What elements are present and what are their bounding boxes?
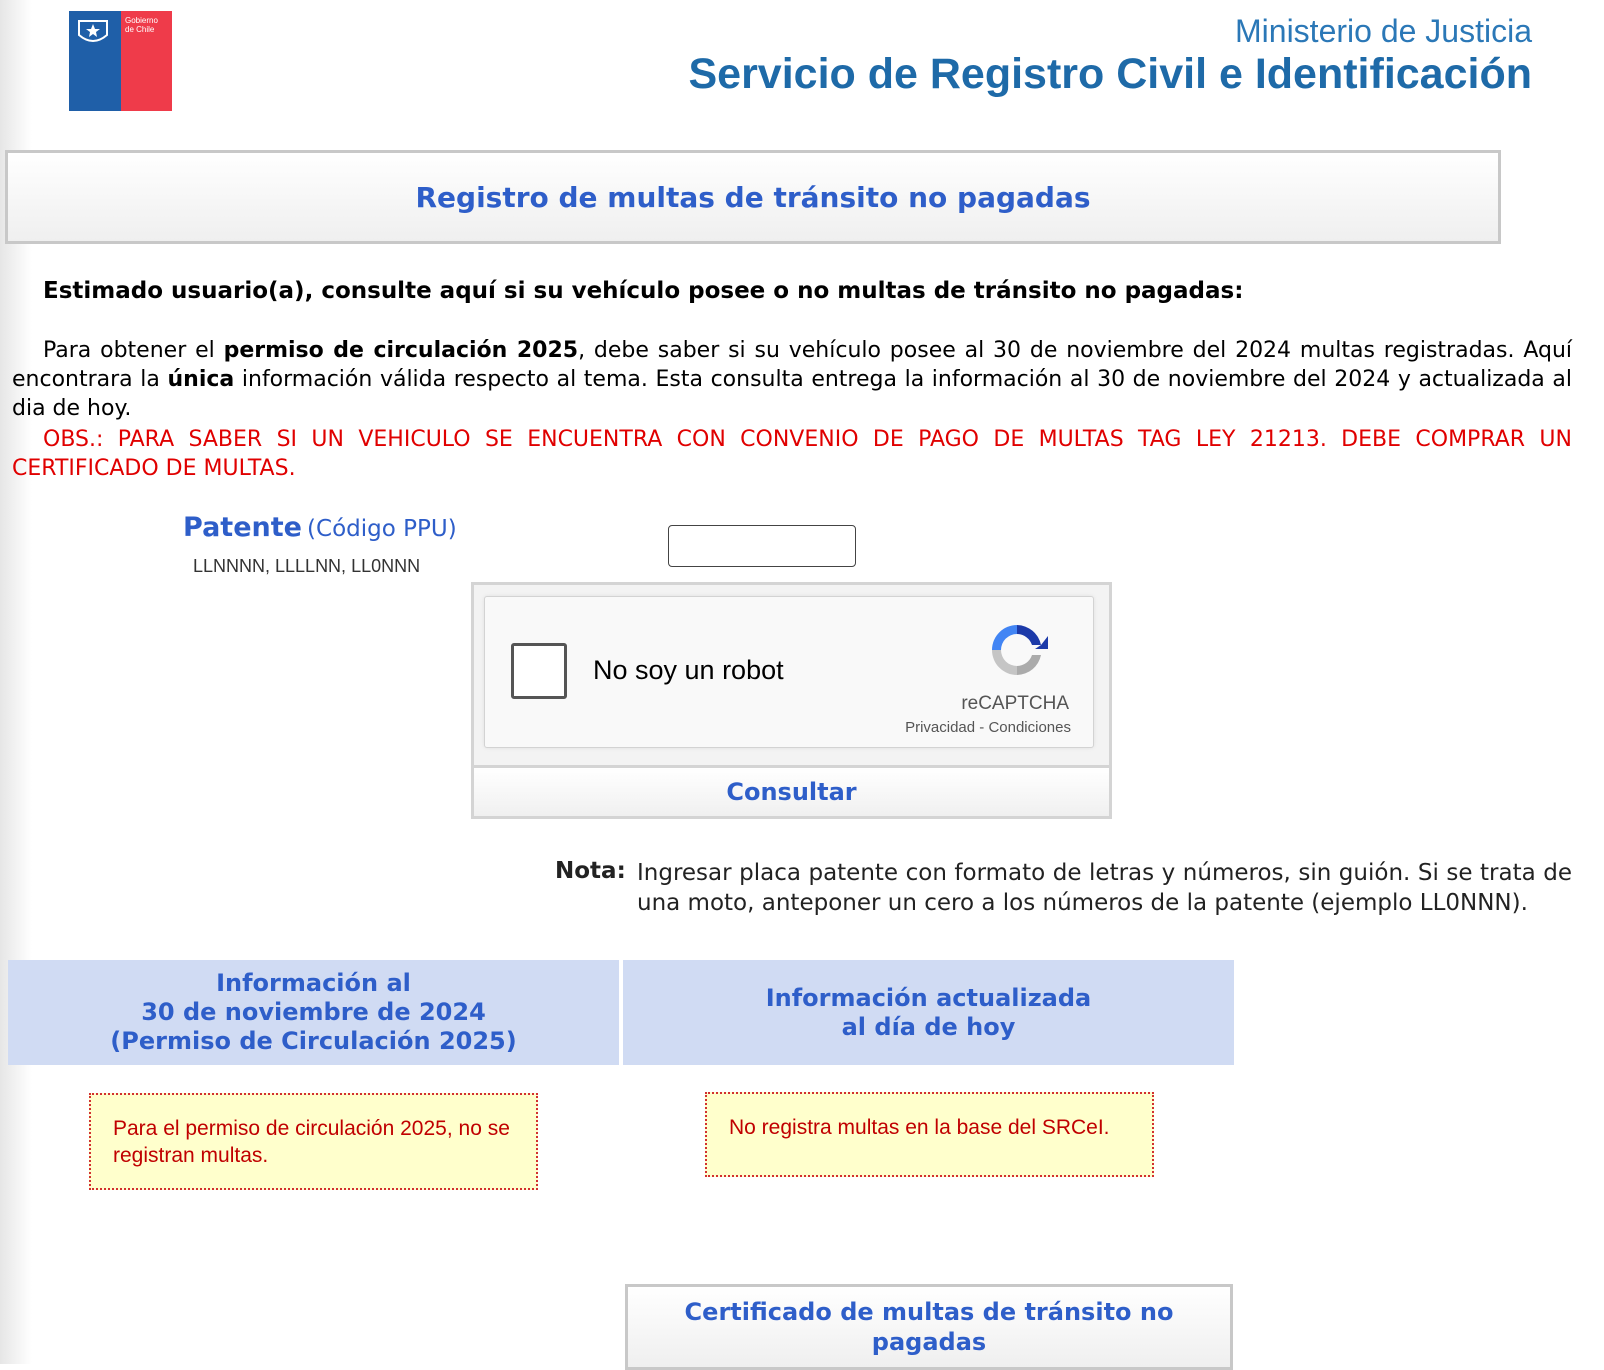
- ministry-name: Ministerio de Justicia: [1235, 13, 1532, 49]
- gobierno-de-chile-logo: [69, 11, 172, 111]
- paragraph-bold-unica: única: [167, 367, 235, 392]
- info-header-2024: [8, 960, 619, 1065]
- info-header-2024-line-1: Información al: [216, 969, 411, 997]
- recaptcha-brand: reCAPTCHA: [961, 693, 1069, 714]
- paragraph-bold-permiso: permiso de circulación 2025: [223, 338, 579, 363]
- page-title-box: [5, 150, 1501, 244]
- obs-notice: [12, 425, 1572, 483]
- gov-logo-text: Gobierno de Chile: [125, 16, 158, 34]
- coat-of-arms-icon: [75, 15, 111, 49]
- info-header-today: [623, 960, 1234, 1065]
- info-header-today-line-2: al día de hoy: [841, 1012, 1016, 1041]
- result-2024: Para el permiso de circulación 2025, no se registran multas.: [89, 1093, 538, 1190]
- result-today: No registra multas en la base del SRCeI.: [705, 1092, 1154, 1177]
- service-name: Servicio de Registro Civil e Identificación: [688, 50, 1532, 98]
- info-header-2024-line-3: (Permiso de Circulación 2025): [110, 1027, 517, 1055]
- intro-text: Estimado usuario(a), consulte aquí si su vehículo posee o no multas de tránsito no pagadas:: [43, 278, 1244, 304]
- consultar-button[interactable]: Consultar: [474, 765, 1109, 816]
- info-header-2024-line-2: 30 de noviembre de 2024: [141, 998, 486, 1026]
- patente-formats: LLNNNN, LLLLNN, LL0NNN: [193, 556, 421, 576]
- paragraph-part-2: , debe saber si su vehículo posee al 30 de noviembre del 2024 multas registradas. Aquí encontrara la: [12, 338, 1573, 392]
- recaptcha-widget: [484, 596, 1094, 748]
- recaptcha-checkbox[interactable]: [511, 643, 567, 699]
- paragraph-part-1: Para obtener el: [43, 338, 224, 363]
- nota-label: Nota:: [555, 858, 626, 884]
- info-header-today-line-1: Información actualizada: [765, 983, 1092, 1012]
- obs-text: OBS.: PARA SABER SI UN VEHICULO SE ENCUENTRA CON CONVENIO DE PAGO DE MULTAS TAG LEY 21213. DEBE COMPRAR UN CERTIFICADO DE MULTAS.: [12, 427, 1572, 481]
- info-paragraph: [12, 336, 1572, 423]
- patente-label: [183, 512, 457, 543]
- ministry-header: [688, 12, 1532, 98]
- recaptcha-label: No soy un robot: [593, 655, 784, 685]
- patente-input[interactable]: [668, 525, 856, 567]
- page-title: Registro de multas de tránsito no pagadas: [415, 180, 1091, 214]
- recaptcha-logo-icon: [986, 619, 1048, 681]
- recaptcha-privacy-terms[interactable]: Privacidad - Condiciones: [905, 719, 1071, 736]
- patente-label-main: Patente: [183, 512, 302, 543]
- certificate-button[interactable]: Certificado de multas de tránsito no pagadas: [625, 1284, 1233, 1370]
- paragraph-part-3: información válida respecto al tema. Esta consulta entrega la información al 30 de noviembre del 2024 y actualizada al dia de hoy.: [12, 367, 1572, 421]
- patente-label-sub: (Código PPU): [307, 516, 457, 542]
- nota-text: Ingresar placa patente con formato de letras y números, sin guión. Si se trata de una moto, anteponer un cero a los números de la patente (ejemplo LL0NNN).: [637, 860, 1572, 916]
